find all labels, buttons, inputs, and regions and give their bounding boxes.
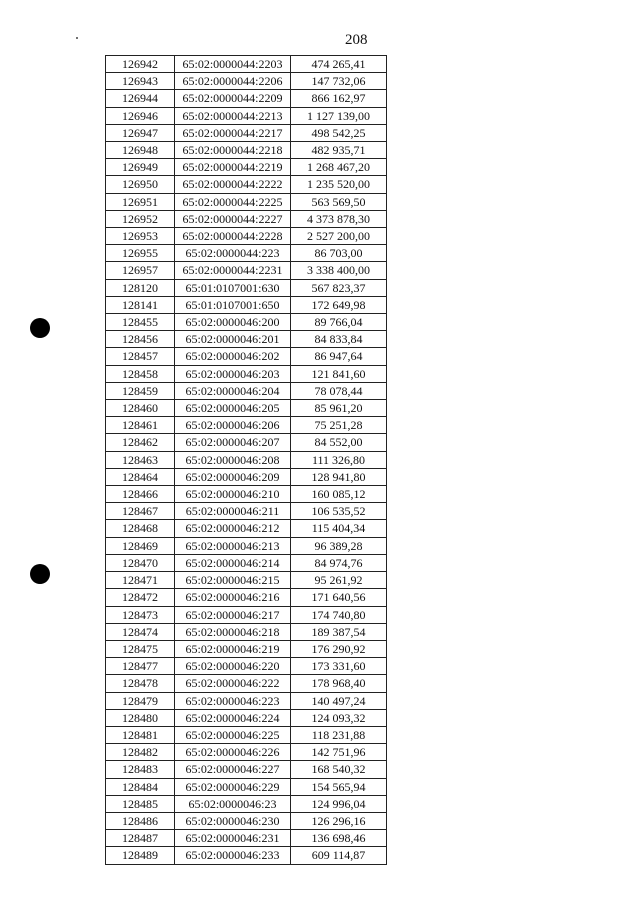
- cadastral-number-cell: 65:02:0000044:2206: [175, 73, 291, 90]
- table-row: [106, 606, 387, 623]
- row-id-cell: 128141: [106, 296, 175, 313]
- row-id-cell: 128472: [106, 589, 175, 606]
- cadastral-number-cell: 65:02:0000046:209: [175, 468, 291, 485]
- cadastral-number-cell: 65:02:0000046:223: [175, 692, 291, 709]
- cadastral-number-cell: 65:02:0000044:2219: [175, 159, 291, 176]
- value-cell: 111 326,80: [291, 451, 387, 468]
- row-id-cell: 126949: [106, 159, 175, 176]
- row-id-cell: 126953: [106, 228, 175, 245]
- row-id-cell: 126947: [106, 124, 175, 141]
- row-id-cell: 128479: [106, 692, 175, 709]
- cadastral-number-cell: 65:02:0000046:227: [175, 761, 291, 778]
- row-id-cell: 128469: [106, 537, 175, 554]
- cadastral-number-cell: 65:02:0000044:2231: [175, 262, 291, 279]
- table-row: [106, 520, 387, 537]
- value-cell: 84 552,00: [291, 434, 387, 451]
- cadastral-number-cell: 65:02:0000046:212: [175, 520, 291, 537]
- row-id-cell: 126943: [106, 73, 175, 90]
- table-row: [106, 830, 387, 847]
- cadastral-number-cell: 65:02:0000046:216: [175, 589, 291, 606]
- row-id-cell: 128477: [106, 658, 175, 675]
- table-row: [106, 142, 387, 159]
- cadastral-number-cell: 65:02:0000046:224: [175, 709, 291, 726]
- row-id-cell: 128464: [106, 468, 175, 485]
- table-row: [106, 56, 387, 73]
- row-id-cell: 128462: [106, 434, 175, 451]
- value-cell: 474 265,41: [291, 56, 387, 73]
- row-id-cell: 128460: [106, 400, 175, 417]
- table-row: [106, 451, 387, 468]
- cadastral-number-cell: 65:02:0000046:206: [175, 417, 291, 434]
- value-cell: 128 941,80: [291, 468, 387, 485]
- value-cell: 1 268 467,20: [291, 159, 387, 176]
- row-id-cell: 128487: [106, 830, 175, 847]
- cadastral-number-cell: 65:02:0000046:205: [175, 400, 291, 417]
- value-cell: 563 569,50: [291, 193, 387, 210]
- value-cell: 172 649,98: [291, 296, 387, 313]
- table-row: [106, 210, 387, 227]
- table-row: [106, 279, 387, 296]
- row-id-cell: 128489: [106, 847, 175, 864]
- table-row: [106, 812, 387, 829]
- value-cell: 482 935,71: [291, 142, 387, 159]
- value-cell: 160 085,12: [291, 486, 387, 503]
- value-cell: 106 535,52: [291, 503, 387, 520]
- cadastral-number-cell: 65:02:0000046:220: [175, 658, 291, 675]
- cadastral-number-cell: 65:02:0000046:222: [175, 675, 291, 692]
- cadastral-number-cell: 65:02:0000044:2225: [175, 193, 291, 210]
- cadastral-number-cell: 65:02:0000044:2203: [175, 56, 291, 73]
- cadastral-number-cell: 65:02:0000046:200: [175, 314, 291, 331]
- row-id-cell: 128467: [106, 503, 175, 520]
- row-id-cell: 128480: [106, 709, 175, 726]
- row-id-cell: 128485: [106, 795, 175, 812]
- table-body: [106, 56, 387, 865]
- row-id-cell: 128486: [106, 812, 175, 829]
- table-row: [106, 675, 387, 692]
- cadastral-number-cell: 65:02:0000046:208: [175, 451, 291, 468]
- value-cell: 4 373 878,30: [291, 210, 387, 227]
- value-cell: 136 698,46: [291, 830, 387, 847]
- table-row: [106, 726, 387, 743]
- cadastral-number-cell: 65:02:0000044:2222: [175, 176, 291, 193]
- row-id-cell: 128481: [106, 726, 175, 743]
- page-number: 208: [345, 32, 368, 48]
- row-id-cell: 128466: [106, 486, 175, 503]
- table-row: [106, 107, 387, 124]
- table-row: [106, 193, 387, 210]
- value-cell: 1 235 520,00: [291, 176, 387, 193]
- table-row: [106, 640, 387, 657]
- table-row: [106, 468, 387, 485]
- value-cell: 121 841,60: [291, 365, 387, 382]
- table-row: [106, 503, 387, 520]
- row-id-cell: 128483: [106, 761, 175, 778]
- cadastral-number-cell: 65:02:0000046:210: [175, 486, 291, 503]
- table-row: [106, 434, 387, 451]
- table-row: [106, 348, 387, 365]
- row-id-cell: 128473: [106, 606, 175, 623]
- cadastral-number-cell: 65:02:0000046:231: [175, 830, 291, 847]
- value-cell: 86 947,64: [291, 348, 387, 365]
- row-id-cell: 128478: [106, 675, 175, 692]
- cadastral-number-cell: 65:02:0000046:217: [175, 606, 291, 623]
- cadastral-number-cell: 65:02:0000046:218: [175, 623, 291, 640]
- value-cell: 84 974,76: [291, 554, 387, 571]
- table-row: [106, 382, 387, 399]
- table-row: [106, 761, 387, 778]
- row-id-cell: 126946: [106, 107, 175, 124]
- cadastral-number-cell: 65:02:0000046:226: [175, 744, 291, 761]
- cadastral-number-cell: 65:02:0000046:230: [175, 812, 291, 829]
- value-cell: 609 114,87: [291, 847, 387, 864]
- table-row: [106, 795, 387, 812]
- value-cell: 85 961,20: [291, 400, 387, 417]
- value-cell: 567 823,37: [291, 279, 387, 296]
- row-id-cell: 128484: [106, 778, 175, 795]
- row-id-cell: 126955: [106, 245, 175, 262]
- row-id-cell: 126952: [106, 210, 175, 227]
- punch-hole-bottom: [30, 564, 50, 584]
- table-row: [106, 589, 387, 606]
- row-id-cell: 128470: [106, 554, 175, 571]
- value-cell: 168 540,32: [291, 761, 387, 778]
- row-id-cell: 128455: [106, 314, 175, 331]
- table-row: [106, 365, 387, 382]
- value-cell: 174 740,80: [291, 606, 387, 623]
- cadastral-number-cell: 65:02:0000046:201: [175, 331, 291, 348]
- cadastral-number-cell: 65:02:0000044:223: [175, 245, 291, 262]
- row-id-cell: 128474: [106, 623, 175, 640]
- row-id-cell: 128456: [106, 331, 175, 348]
- table-row: [106, 124, 387, 141]
- table-row: [106, 417, 387, 434]
- table-row: [106, 228, 387, 245]
- table-row: [106, 486, 387, 503]
- cadastral-number-cell: 65:01:0107001:650: [175, 296, 291, 313]
- table-row: [106, 554, 387, 571]
- cadastral-number-cell: 65:02:0000046:233: [175, 847, 291, 864]
- cadastral-number-cell: 65:02:0000046:229: [175, 778, 291, 795]
- row-id-cell: 128482: [106, 744, 175, 761]
- value-cell: 3 338 400,00: [291, 262, 387, 279]
- table-row: [106, 744, 387, 761]
- punch-hole-top: [30, 318, 50, 338]
- table-row: [106, 847, 387, 864]
- cadastral-number-cell: 65:02:0000046:207: [175, 434, 291, 451]
- value-cell: 84 833,84: [291, 331, 387, 348]
- row-id-cell: 128459: [106, 382, 175, 399]
- value-cell: 189 387,54: [291, 623, 387, 640]
- row-id-cell: 126942: [106, 56, 175, 73]
- row-id-cell: 128475: [106, 640, 175, 657]
- cadastral-number-cell: 65:02:0000046:211: [175, 503, 291, 520]
- cadastral-value-table: [105, 55, 387, 865]
- value-cell: 78 078,44: [291, 382, 387, 399]
- value-cell: 171 640,56: [291, 589, 387, 606]
- cadastral-number-cell: 65:02:0000046:202: [175, 348, 291, 365]
- value-cell: 96 389,28: [291, 537, 387, 554]
- scan-speck: [76, 37, 78, 39]
- cadastral-number-cell: 65:02:0000044:2228: [175, 228, 291, 245]
- value-cell: 89 766,04: [291, 314, 387, 331]
- cadastral-number-cell: 65:02:0000046:203: [175, 365, 291, 382]
- value-cell: 118 231,88: [291, 726, 387, 743]
- value-cell: 176 290,92: [291, 640, 387, 657]
- table-row: [106, 314, 387, 331]
- value-cell: 86 703,00: [291, 245, 387, 262]
- cadastral-number-cell: 65:02:0000046:214: [175, 554, 291, 571]
- value-cell: 498 542,25: [291, 124, 387, 141]
- cadastral-number-cell: 65:02:0000044:2218: [175, 142, 291, 159]
- value-cell: 115 404,34: [291, 520, 387, 537]
- cadastral-number-cell: 65:02:0000046:219: [175, 640, 291, 657]
- table-row: [106, 159, 387, 176]
- row-id-cell: 126950: [106, 176, 175, 193]
- row-id-cell: 128461: [106, 417, 175, 434]
- cadastral-number-cell: 65:02:0000044:2217: [175, 124, 291, 141]
- value-cell: 1 127 139,00: [291, 107, 387, 124]
- value-cell: 126 296,16: [291, 812, 387, 829]
- row-id-cell: 128120: [106, 279, 175, 296]
- table-row: [106, 296, 387, 313]
- table-row: [106, 331, 387, 348]
- value-cell: 866 162,97: [291, 90, 387, 107]
- row-id-cell: 128458: [106, 365, 175, 382]
- table-row: [106, 245, 387, 262]
- table-row: [106, 90, 387, 107]
- value-cell: 178 968,40: [291, 675, 387, 692]
- value-cell: 140 497,24: [291, 692, 387, 709]
- value-cell: 173 331,60: [291, 658, 387, 675]
- value-cell: 142 751,96: [291, 744, 387, 761]
- value-cell: 154 565,94: [291, 778, 387, 795]
- cadastral-number-cell: 65:02:0000044:2209: [175, 90, 291, 107]
- table-row: [106, 262, 387, 279]
- table-row: [106, 623, 387, 640]
- value-cell: 75 251,28: [291, 417, 387, 434]
- table-row: [106, 73, 387, 90]
- row-id-cell: 128471: [106, 572, 175, 589]
- table-row: [106, 658, 387, 675]
- row-id-cell: 126951: [106, 193, 175, 210]
- table-row: [106, 572, 387, 589]
- table-row: [106, 537, 387, 554]
- table-row: [106, 176, 387, 193]
- cadastral-number-cell: 65:02:0000046:213: [175, 537, 291, 554]
- table-row: [106, 692, 387, 709]
- cadastral-number-cell: 65:02:0000046:225: [175, 726, 291, 743]
- value-cell: 95 261,92: [291, 572, 387, 589]
- value-cell: 147 732,06: [291, 73, 387, 90]
- value-cell: 2 527 200,00: [291, 228, 387, 245]
- cadastral-number-cell: 65:02:0000044:2227: [175, 210, 291, 227]
- cadastral-number-cell: 65:02:0000046:204: [175, 382, 291, 399]
- row-id-cell: 128468: [106, 520, 175, 537]
- cadastral-number-cell: 65:01:0107001:630: [175, 279, 291, 296]
- table-row: [106, 778, 387, 795]
- row-id-cell: 128463: [106, 451, 175, 468]
- cadastral-number-cell: 65:02:0000044:2213: [175, 107, 291, 124]
- value-cell: 124 996,04: [291, 795, 387, 812]
- row-id-cell: 126957: [106, 262, 175, 279]
- row-id-cell: 126944: [106, 90, 175, 107]
- row-id-cell: 126948: [106, 142, 175, 159]
- table-row: [106, 400, 387, 417]
- value-cell: 124 093,32: [291, 709, 387, 726]
- table-row: [106, 709, 387, 726]
- cadastral-number-cell: 65:02:0000046:23: [175, 795, 291, 812]
- row-id-cell: 128457: [106, 348, 175, 365]
- cadastral-number-cell: 65:02:0000046:215: [175, 572, 291, 589]
